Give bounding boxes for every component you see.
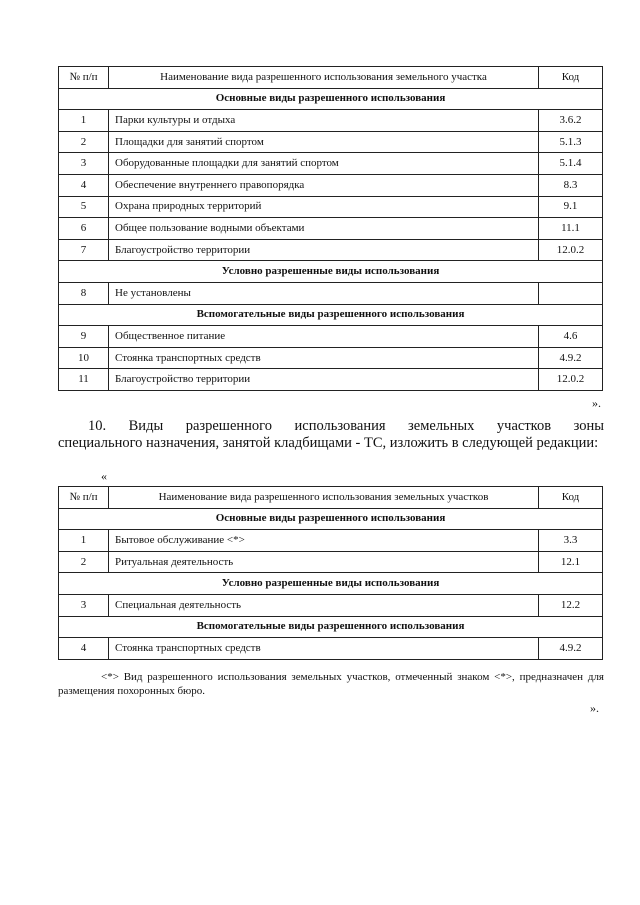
row-num: 8 <box>59 282 109 304</box>
section-row <box>59 261 603 283</box>
row-code: 3.6.2 <box>539 110 603 132</box>
row-name: Парки культуры и отдыха <box>109 110 539 132</box>
row-name: Не установлены <box>109 282 539 304</box>
section-title: Основные виды разрешенного использования <box>59 508 603 530</box>
table-row <box>59 282 603 304</box>
header-num: № п/п <box>59 487 109 509</box>
row-num: 3 <box>59 153 109 175</box>
table-row <box>59 326 603 348</box>
row-num: 9 <box>59 326 109 348</box>
row-code: 12.1 <box>539 551 603 573</box>
row-name: Стоянка транспортных средств <box>109 638 539 660</box>
row-num: 3 <box>59 594 109 616</box>
row-code: 11.1 <box>539 218 603 240</box>
header-name: Наименование вида разрешенного использования земельных участков <box>109 487 539 509</box>
row-code: 12.0.2 <box>539 369 603 391</box>
table-row <box>59 551 603 573</box>
row-code: 5.1.4 <box>539 153 603 175</box>
opening-quote: « <box>101 469 107 483</box>
section-row <box>59 616 603 638</box>
row-name: Благоустройство территории <box>109 369 539 391</box>
closing-quote: ». <box>590 701 599 715</box>
row-code: 8.3 <box>539 174 603 196</box>
table-row <box>59 530 603 552</box>
row-name: Общее пользование водными объектами <box>109 218 539 240</box>
row-code: 4.9.2 <box>539 347 603 369</box>
row-name: Специальная деятельность <box>109 594 539 616</box>
section-row <box>59 304 603 326</box>
row-name: Площадки для занятий спортом <box>109 131 539 153</box>
table-row <box>59 347 603 369</box>
row-name: Бытовое обслуживание <*> <box>109 530 539 552</box>
row-num: 2 <box>59 131 109 153</box>
section-row <box>59 88 603 110</box>
row-num: 4 <box>59 638 109 660</box>
row-code <box>539 282 603 304</box>
section-row <box>59 573 603 595</box>
header-code: Код <box>539 487 603 509</box>
table-row <box>59 218 603 240</box>
row-name: Стоянка транспортных средств <box>109 347 539 369</box>
row-name: Благоустройство территории <box>109 239 539 261</box>
row-num: 4 <box>59 174 109 196</box>
land-use-table-1 <box>58 66 603 391</box>
land-use-table-2 <box>58 486 603 660</box>
row-num: 5 <box>59 196 109 218</box>
row-name: Оборудованные площадки для занятий спортом <box>109 153 539 175</box>
row-num: 6 <box>59 218 109 240</box>
table-row <box>59 638 603 660</box>
table-row <box>59 174 603 196</box>
table-row <box>59 594 603 616</box>
table-row <box>59 239 603 261</box>
section-title: Вспомогательные виды разрешенного использования <box>59 616 603 638</box>
paragraph-first-line: 10. Виды разрешенного использования земельных участков зоны <box>88 418 604 434</box>
header-code: Код <box>539 67 603 89</box>
header-num: № п/п <box>59 67 109 89</box>
row-name: Ритуальная деятельность <box>109 551 539 573</box>
row-code: 4.9.2 <box>539 638 603 660</box>
row-code: 3.3 <box>539 530 603 552</box>
table-row <box>59 131 603 153</box>
header-name: Наименование вида разрешенного использования земельного участка <box>109 67 539 89</box>
table-header-row <box>59 67 603 89</box>
section-title: Условно разрешенные виды использования <box>59 573 603 595</box>
row-num: 11 <box>59 369 109 391</box>
row-num: 10 <box>59 347 109 369</box>
closing-quote: ». <box>592 396 601 410</box>
row-num: 7 <box>59 239 109 261</box>
section-title: Вспомогательные виды разрешенного использования <box>59 304 603 326</box>
table-row <box>59 196 603 218</box>
row-name: Общественное питание <box>109 326 539 348</box>
table-row <box>59 369 603 391</box>
row-num: 1 <box>59 530 109 552</box>
row-num: 2 <box>59 551 109 573</box>
row-num: 1 <box>59 110 109 132</box>
row-name: Обеспечение внутреннего правопорядка <box>109 174 539 196</box>
section-title: Основные виды разрешенного использования <box>59 88 603 110</box>
table-row <box>59 110 603 132</box>
section-row <box>59 508 603 530</box>
section-title: Условно разрешенные виды использования <box>59 261 603 283</box>
table-row <box>59 153 603 175</box>
table-header-row <box>59 487 603 509</box>
row-code: 4.6 <box>539 326 603 348</box>
paragraph-rest: специального назначения, занятой кладбищами - ТС, изложить в следующей редакции: <box>58 435 599 451</box>
row-code: 12.2 <box>539 594 603 616</box>
amendment-paragraph <box>58 418 604 452</box>
row-code: 9.1 <box>539 196 603 218</box>
row-code: 12.0.2 <box>539 239 603 261</box>
footnote: <*> Вид разрешенного использования земельных участков, отмеченный знаком <*>, предназначен для размещения похоронных бюро. <box>58 671 604 697</box>
row-code: 5.1.3 <box>539 131 603 153</box>
row-name: Охрана природных территорий <box>109 196 539 218</box>
